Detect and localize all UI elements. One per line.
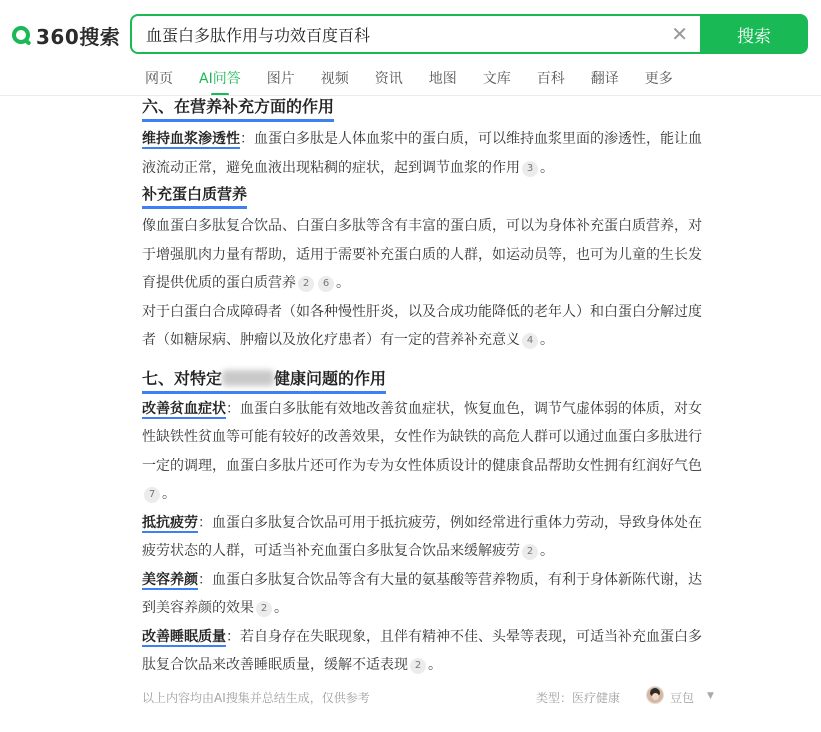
disclaimer-note: 以上内容均由AI搜集并总结生成，仅供参考 xyxy=(142,691,370,705)
paragraph-albumin: 对于白蛋白合成障碍者（如各种慢性肝炎，以及合成功能降低的老年人）和白蛋白分解过度者（如糖尿病、肿瘤以及放化疗患者）有一定的营养补充意义 4 。 xyxy=(142,303,702,348)
tab-web[interactable]: 网页 xyxy=(145,71,173,87)
tab-news[interactable]: 资讯 xyxy=(374,71,403,87)
header-divider xyxy=(0,95,821,96)
paragraph-beauty: 美容养颜：血蛋白多肽复合饮品等含有大量的氨基酸等营养物质，有利于身体新陈代谢，达到美容养颜的效果 2 。 xyxy=(142,571,702,616)
section6-heading-row xyxy=(142,97,707,125)
answer-content xyxy=(142,97,707,680)
term-fatigue[interactable]: 抵抗疲劳 xyxy=(142,514,198,531)
paragraph-sleep: 改善睡眠质量：若自身存在失眠现象，且伴有精神不佳、头晕等表现，可适当补充血蛋白多肽复合饮品来改善睡眠质量，缓解不适表现 2 。 xyxy=(142,628,702,673)
search-button[interactable]: 搜索 xyxy=(700,14,808,54)
logo-magnifier-icon xyxy=(12,26,30,44)
term-plasma[interactable]: 维持血浆渗透性 xyxy=(142,131,240,147)
category-label: 类型：医疗健康 xyxy=(536,691,621,705)
paragraph-protein: 像血蛋白多肽复合饮品、白蛋白多肽等含有丰富的蛋白质，可以为身体补充蛋白质营养，对于增强肌肉力量有帮助，适用于需要补充蛋白质的人群，如运动员等，也可为儿童的生长发育提供优质的蛋白质营养 2 6 。 xyxy=(142,218,702,291)
reference-badge[interactable]: 2 xyxy=(256,601,272,617)
subtitle-protein: 补充蛋白质营养 xyxy=(142,184,247,209)
tab-maps[interactable]: 地图 xyxy=(428,71,457,87)
reference-badge[interactable]: 6 xyxy=(318,276,334,292)
tab-baike[interactable]: 百科 xyxy=(536,71,565,87)
reference-badge[interactable]: 3 xyxy=(522,161,538,177)
assistant-name[interactable]: 豆包 xyxy=(670,691,695,705)
section7-title: 七、对特定 健康问题的作用 xyxy=(142,369,386,394)
reference-badge[interactable]: 2 xyxy=(522,544,538,560)
tab-wenku[interactable]: 文库 xyxy=(482,71,511,87)
top-bar xyxy=(0,0,821,96)
paragraph-fatigue: 抵抗疲劳：血蛋白多肽复合饮品可用于抵抗疲劳，例如经常进行重体力劳动，导致身体处在疲劳状态的人群，可适当补充血蛋白多肽复合饮品来缓解疲劳 2 。 xyxy=(142,514,702,559)
tab-more[interactable]: 更多 xyxy=(644,71,673,87)
tab-videos[interactable]: 视频 xyxy=(320,71,349,87)
term-beauty[interactable]: 美容养颜 xyxy=(142,571,198,588)
paragraph-plasma: 维持血浆渗透性：血蛋白多肽是人体血浆中的蛋白质，可以维持血浆里面的渗透性，能让血液流动正常，避免血液出现粘稠的症状，起到调节血浆的作用 3 。 xyxy=(142,131,702,176)
tab-translate[interactable]: 翻译 xyxy=(590,71,619,87)
reference-badge[interactable]: 4 xyxy=(522,333,538,349)
reference-badge[interactable]: 7 xyxy=(144,487,160,503)
answer-footer xyxy=(142,686,717,708)
caret-down-icon[interactable]: ▼ xyxy=(707,691,714,701)
reference-badge[interactable]: 2 xyxy=(410,658,426,674)
search-input[interactable] xyxy=(132,16,646,52)
paragraph-anemia: 改善贫血症状：血蛋白多肽能有效地改善贫血症状，恢复血色，调节气虚体弱的体质，对女性缺铁性贫血等可能有较好的改善效果，女性作为缺铁的高危人群可以通过血蛋白多肽进行一定的调理，血蛋白多肽片还可作为专为女性体质设计的健康食品帮助女性拥有红润好气色7 。 xyxy=(142,400,702,502)
logo[interactable] xyxy=(12,22,120,48)
logo-text: 360搜索 xyxy=(36,24,121,49)
section7-heading-row xyxy=(142,355,707,395)
subtitle-row xyxy=(142,182,707,212)
nav-tabs xyxy=(145,68,699,94)
tab-images[interactable]: 图片 xyxy=(266,71,295,87)
reference-badge[interactable]: 2 xyxy=(298,276,314,292)
term-sleep[interactable]: 改善睡眠质量 xyxy=(142,628,226,645)
search-bar xyxy=(130,14,808,54)
section6-title: 六、在营养补充方面的作用 xyxy=(142,97,334,122)
close-icon[interactable]: ✕ xyxy=(671,22,688,46)
term-anemia[interactable]: 改善贫血症状 xyxy=(142,400,226,417)
tab-ai-qa[interactable]: AI问答 xyxy=(199,68,241,94)
search-box xyxy=(130,14,700,54)
blurred-text xyxy=(222,370,274,386)
assistant-avatar[interactable] xyxy=(646,686,664,704)
